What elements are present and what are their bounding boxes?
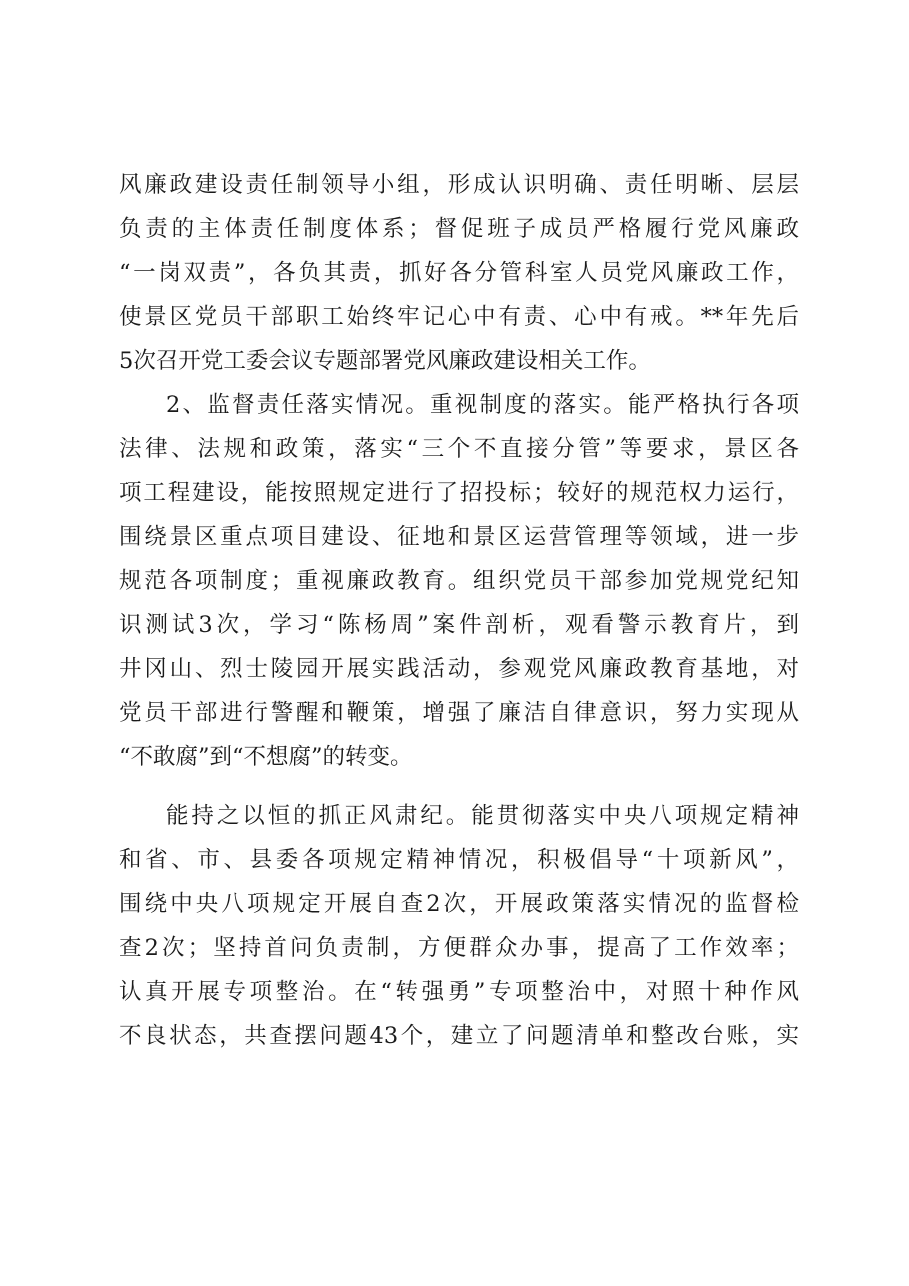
text-line: 党员干部进行警醒和鞭策，增强了廉洁自律意识，努力实现从 (119, 700, 799, 726)
text-line: 风廉政建设责任制领导小组，形成认识明确、责任明晰、层层 (119, 172, 799, 198)
text-line: 围绕景区重点项目建设、征地和景区运营管理等领域，进一步 (119, 524, 799, 550)
text-line: 使景区党员干部职工始终牢记心中有责、心中有戒。**年先后 (119, 304, 799, 330)
paragraph-last-line: 5次召开党工委会议专题部署党风廉政建设相关工作。 (119, 348, 651, 374)
paragraph-last-line: “不敢腐”到“不想腐”的转变。 (119, 744, 413, 770)
text-line: 规范各项制度；重视廉政教育。组织党员干部参加党规党纪知 (119, 568, 799, 594)
text-line: 不良状态，共查摆问题43个，建立了问题清单和整改台账，实 (119, 1023, 799, 1049)
text-line: 负责的主体责任制度体系；督促班子成员严格履行党风廉政 (119, 216, 799, 242)
paragraph-first-line: 能持之以恒的抓正风肃纪。能贯彻落实中央八项规定精神 (166, 803, 799, 829)
text-line: 和省、市、县委各项规定精神情况，积极倡导“十项新风”， (119, 847, 799, 873)
text-line: “一岗双责”，各负其责，抓好各分管科室人员党风廉政工作， (119, 260, 799, 286)
text-line: 查2次；坚持首问负责制，方便群众办事，提高了工作效率； (119, 935, 799, 961)
paragraph-first-line: 2、监督责任落实情况。重视制度的落实。能严格执行各项 (166, 392, 799, 418)
text-line: 井冈山、烈士陵园开展实践活动，参观党风廉政教育基地，对 (119, 656, 799, 682)
text-line: 围绕中央八项规定开展自查2次，开展政策落实情况的监督检 (119, 891, 799, 917)
text-line: 认真开展专项整治。在“转强勇”专项整治中，对照十种作风 (119, 979, 799, 1005)
text-line: 项工程建设，能按照规定进行了招投标；较好的规范权力运行， (119, 480, 799, 506)
text-line: 法律、法规和政策，落实“三个不直接分管”等要求，景区各 (119, 436, 799, 462)
text-line: 识测试3次，学习“陈杨周”案件剖析，观看警示教育片，到 (119, 612, 799, 638)
